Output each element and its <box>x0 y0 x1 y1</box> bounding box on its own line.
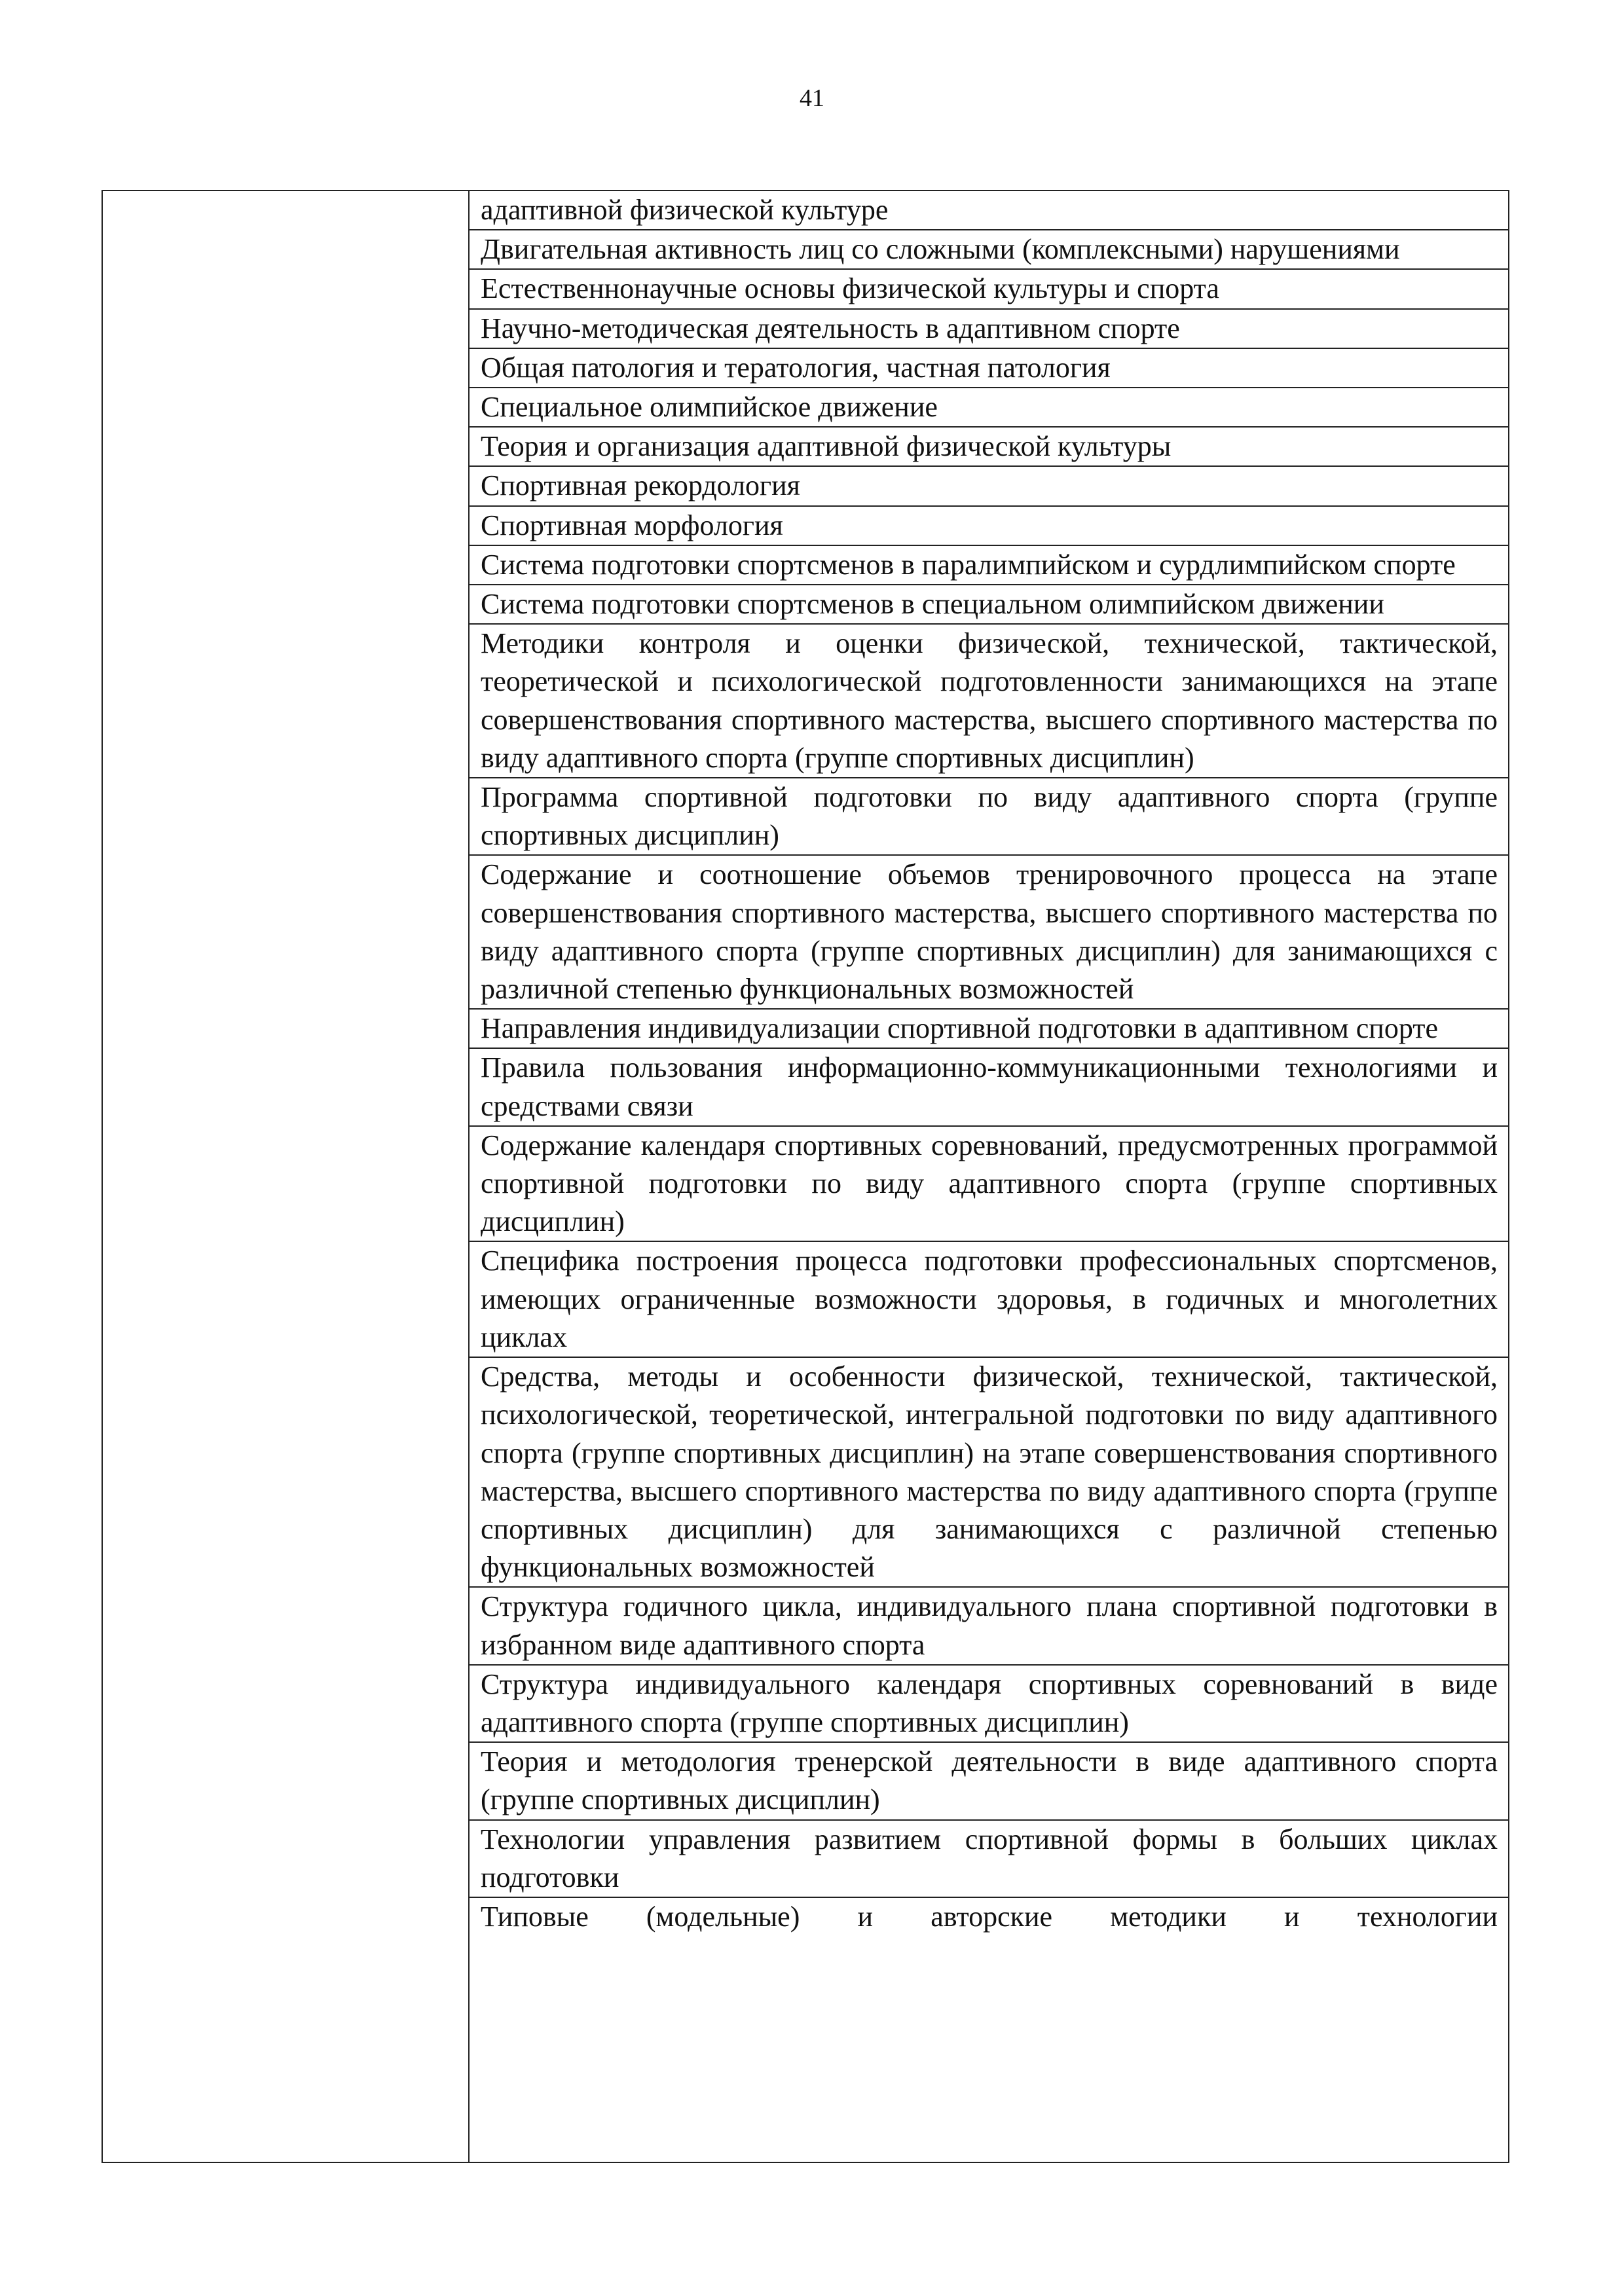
table-row-8: Спортивная рекордология <box>470 467 1508 506</box>
requirements-table <box>101 190 1509 2163</box>
table-row-17: Содержание календаря спортивных соревнований, предусмотренных программой спортивной подготовки по виду адаптивного спорта (группе спортивных дисциплин) <box>470 1127 1508 1243</box>
table-row-22: Теория и методология тренерской деятельности в виде адаптивного спорта (группе спортивных дисциплин) <box>470 1743 1508 1820</box>
page-number: 41 <box>800 84 824 112</box>
table-row-19: Средства, методы и особенности физической, технической, тактической, психологической, теоретической, интегральной подготовки по виду адаптивного спорта (группе спортивных дисциплин) на этапе совершенствования спортивного мастерства, высшего спортивного мастерства по виду адаптивного спорта (группе спортивных дисциплин) для занимающихся с различной степенью функциональных возможностей <box>470 1358 1508 1588</box>
table-right-column <box>470 191 1508 2162</box>
table-row-7: Теория и организация адаптивной физической культуры <box>470 428 1508 467</box>
table-row-23: Технологии управления развитием спортивной формы в больших циклах подготовки <box>470 1821 1508 1898</box>
table-row-9: Спортивная морфология <box>470 507 1508 546</box>
table-row-11: Система подготовки спортсменов в специальном олимпийском движении <box>470 585 1508 625</box>
table-row-1: адаптивной физической культуре <box>470 191 1508 230</box>
table-row-14: Содержание и соотношение объемов тренировочного процесса на этапе совершенствования спортивного мастерства, высшего спортивного мастерства по виду адаптивного спорта (группе спортивных дисциплин) для занимающихся с различной степенью функциональных возможностей <box>470 856 1508 1010</box>
table-row-5: Общая патология и тератология, частная патология <box>470 349 1508 388</box>
table-row-3: Естественнонаучные основы физической культуры и спорта <box>470 270 1508 309</box>
table-row-12: Методики контроля и оценки физической, технической, тактической, теоретической и психологической подготовленности занимающихся на этапе совершенствования спортивного мастерства, высшего спортивного мастерства по виду адаптивного спорта (группе спортивных дисциплин) <box>470 625 1508 778</box>
table-row-15: Направления индивидуализации спортивной подготовки в адаптивном спорте <box>470 1010 1508 1049</box>
table-row-10: Система подготовки спортсменов в паралимпийском и сурдлимпийском спорте <box>470 546 1508 585</box>
table-row-18: Специфика построения процесса подготовки профессиональных спортсменов, имеющих ограниченные возможности здоровья, в годичных и многолетних циклах <box>470 1242 1508 1358</box>
table-left-column <box>103 191 470 2162</box>
table-row-21: Структура индивидуального календаря спортивных соревнований в виде адаптивного спорта (группе спортивных дисциплин) <box>470 1666 1508 1743</box>
table-row-4: Научно-методическая деятельность в адаптивном спорте <box>470 310 1508 349</box>
table-row-2: Двигательная активность лиц со сложными (комплексными) нарушениями <box>470 230 1508 270</box>
table-row-13: Программа спортивной подготовки по виду адаптивного спорта (группе спортивных дисциплин) <box>470 778 1508 856</box>
table-row-16: Правила пользования информационно-коммуникационными технологиями и средствами связи <box>470 1049 1508 1126</box>
table-row-24: Типовые (модельные) и авторские методики и технологии <box>481 1900 1498 1933</box>
table-row-6: Специальное олимпийское движение <box>470 388 1508 428</box>
table-row-20: Структура годичного цикла, индивидуального плана спортивной подготовки в избранном виде адаптивного спорта <box>470 1588 1508 1665</box>
